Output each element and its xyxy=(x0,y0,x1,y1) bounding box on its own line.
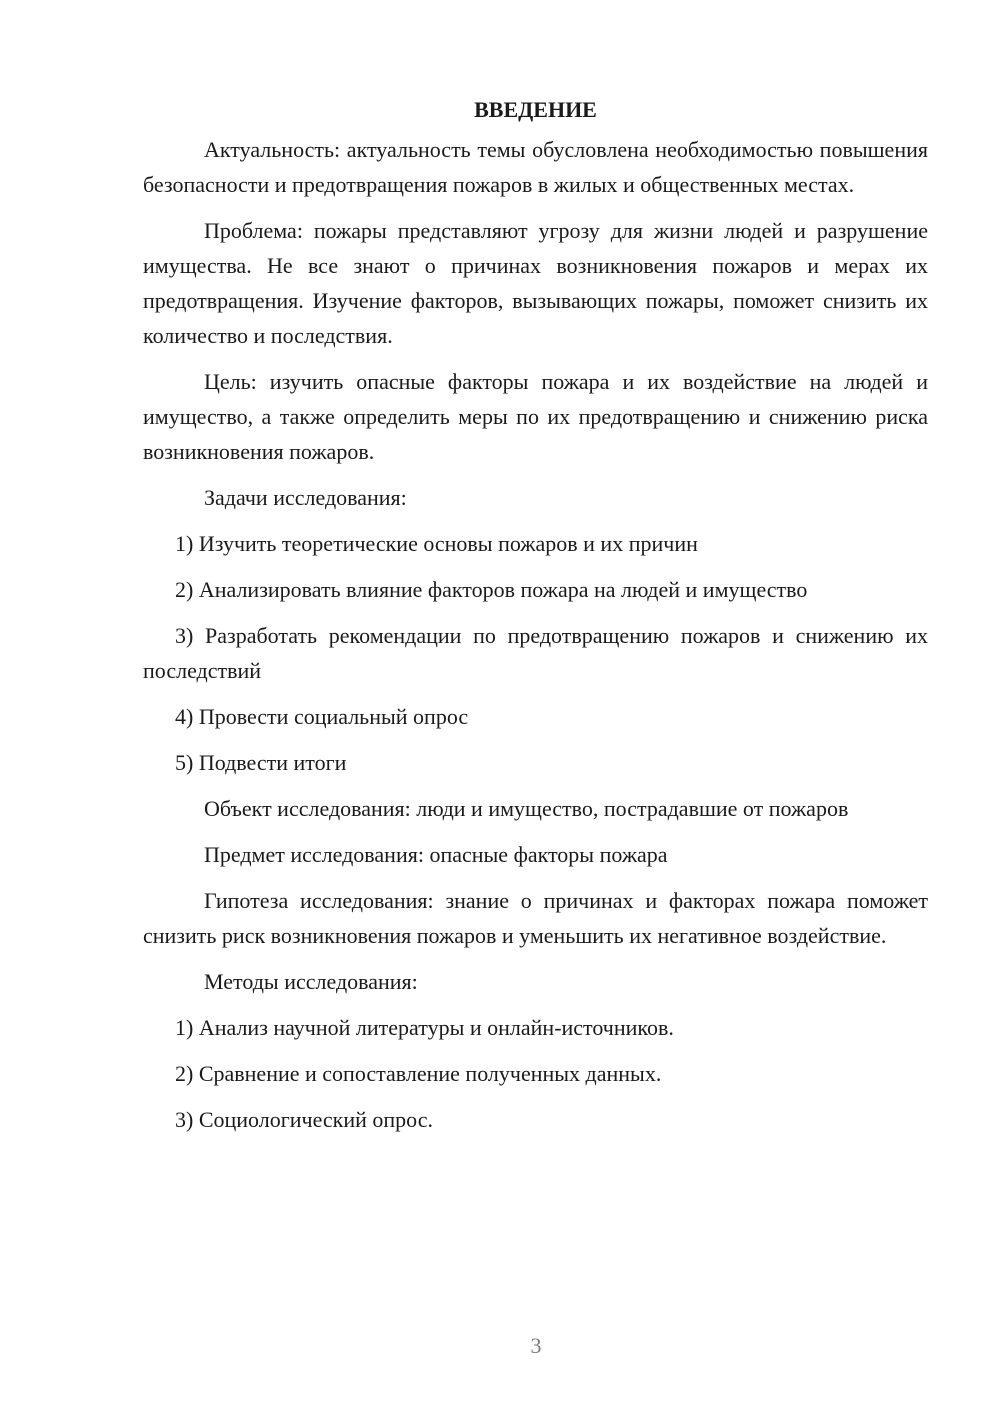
method-item: 1) Анализ научной литературы и онлайн-источников. xyxy=(175,1015,674,1040)
problem-paragraph: Проблема: пожары представляют угрозу для жизни людей и разрушение имущества. Не все знают о причинах возникновения пожаров и мерах их предотвращения. Изучение факторов, вызывающих пожары, поможет снизить их количество и последствия. xyxy=(143,218,928,348)
page-body xyxy=(143,92,928,1148)
task-item: 3) Разработать рекомендации по предотвращению пожаров и снижению их последствий xyxy=(143,623,928,683)
subject-paragraph: Предмет исследования: опасные факторы пожара xyxy=(204,842,668,867)
relevance-paragraph: Актуальность: актуальность темы обусловлена необходимостью повышения безопасности и предотвращения пожаров в жилых и общественных местах. xyxy=(143,137,928,197)
method-item: 2) Сравнение и сопоставление полученных данных. xyxy=(175,1061,662,1086)
section-title: ВВЕДЕНИЕ xyxy=(474,97,597,122)
task-item: 1) Изучить теоретические основы пожаров и их причин xyxy=(175,531,698,556)
method-item: 3) Социологический опрос. xyxy=(175,1107,433,1132)
hypothesis-paragraph: Гипотеза исследования: знание о причинах и факторах пожара поможет снизить риск возникновения пожаров и уменьшить их негативное воздействие. xyxy=(143,888,928,948)
goal-paragraph: Цель: изучить опасные факторы пожара и их воздействие на людей и имущество, а также определить меры по их предотвращению и снижению риска возникновения пожаров. xyxy=(143,369,928,464)
page-number: 3 xyxy=(530,1333,542,1358)
task-item: 4) Провести социальный опрос xyxy=(175,704,469,729)
tasks-heading: Задачи исследования: xyxy=(204,485,407,510)
object-paragraph: Объект исследования: люди и имущество, пострадавшие от пожаров xyxy=(204,796,849,821)
methods-heading: Методы исследования: xyxy=(204,969,418,994)
task-item: 5) Подвести итоги xyxy=(175,750,347,775)
task-item: 2) Анализировать влияние факторов пожара на людей и имущество xyxy=(175,577,808,602)
